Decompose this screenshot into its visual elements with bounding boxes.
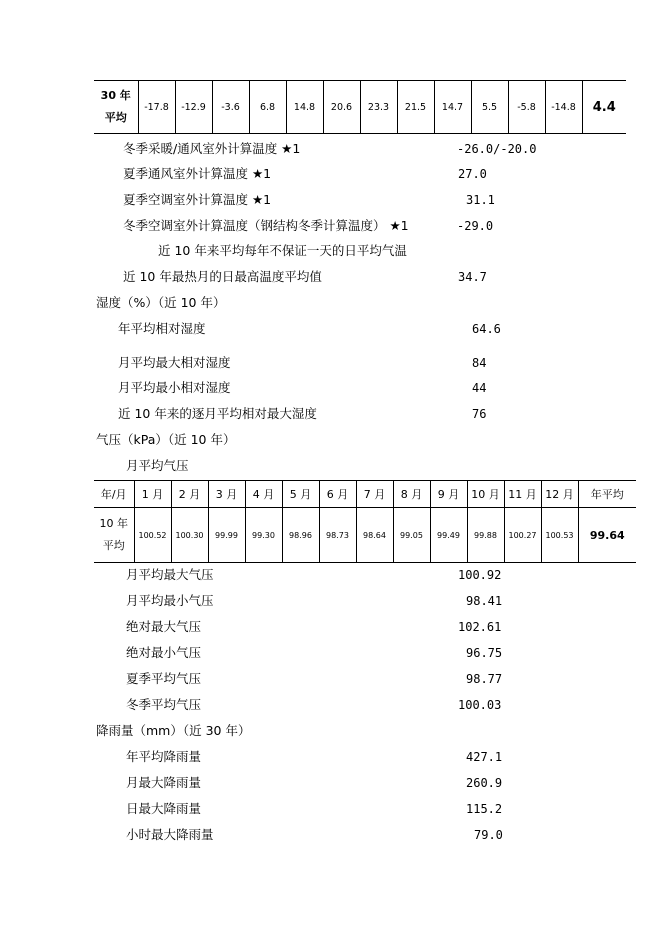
table-cell: 99.88 xyxy=(467,508,504,563)
column-header: 12 月 xyxy=(541,481,578,508)
hottest-month-value: 34.7 xyxy=(458,270,487,284)
table-cell: 98.64 xyxy=(356,508,393,563)
rain-value: 79.0 xyxy=(474,828,503,842)
rain-heading: 降雨量（mm）（近 30 年） xyxy=(96,723,251,738)
column-header: 5 月 xyxy=(282,481,319,508)
rain-label: 日最大降雨量 xyxy=(126,801,202,816)
table-cell: 99.05 xyxy=(393,508,430,563)
humidity-label: 近 10 年来的逐月平均相对最大湿度 xyxy=(118,406,317,421)
table-cell: 99.49 xyxy=(430,508,467,563)
table-row xyxy=(94,508,636,563)
row-label: 10 年 平均 xyxy=(94,508,134,563)
table-cell: 23.3 xyxy=(360,81,397,134)
rain-label: 月最大降雨量 xyxy=(126,775,202,790)
humidity-heading: 湿度（%）（近 10 年） xyxy=(96,295,226,310)
pressure-label: 冬季平均气压 xyxy=(126,697,202,712)
summer-ventilation-value: 27.0 xyxy=(458,167,487,181)
summer-ac-value: 31.1 xyxy=(466,193,495,207)
hottest-month-label: 近 10 年最热月的日最高温度平均值 xyxy=(123,269,322,284)
table-cell: 14.8 xyxy=(286,81,323,134)
rain-value: 260.9 xyxy=(466,776,503,790)
column-header: 年平均 xyxy=(578,481,636,508)
column-header: 11 月 xyxy=(504,481,541,508)
column-header: 4 月 xyxy=(245,481,282,508)
column-header: 7 月 xyxy=(356,481,393,508)
column-header: 2 月 xyxy=(171,481,208,508)
pressure-value: 100.03 xyxy=(458,698,502,712)
humidity-value: 76 xyxy=(472,407,487,421)
table-cell: 5.5 xyxy=(471,81,508,134)
table-cell: 14.7 xyxy=(434,81,471,134)
temperature-table xyxy=(94,80,626,134)
humidity-label: 月平均最大相对湿度 xyxy=(118,355,231,370)
winter-ac-label: 冬季空调室外计算温度（钢结构冬季计算温度） ★1 xyxy=(123,218,409,233)
pressure-label: 月平均最小气压 xyxy=(126,593,214,608)
daily-avg-temp-label: 近 10 年来平均每年不保证一天的日平均气温 xyxy=(158,243,407,258)
column-header: 1 月 xyxy=(134,481,171,508)
annual-average-cell: 99.64 xyxy=(578,508,636,563)
winter-ac-value: -29.0 xyxy=(457,219,494,233)
rain-label: 年平均降雨量 xyxy=(126,749,202,764)
table-cell: 98.96 xyxy=(282,508,319,563)
rain-value: 115.2 xyxy=(466,802,503,816)
table-cell: 99.30 xyxy=(245,508,282,563)
column-header: 年/月 xyxy=(94,481,134,508)
column-header: 3 月 xyxy=(208,481,245,508)
summer-ac-label: 夏季空调室外计算温度 ★1 xyxy=(123,192,272,207)
pressure-label: 月平均最大气压 xyxy=(126,567,214,582)
pressure-heading: 气压（kPa）（近 10 年） xyxy=(96,432,236,447)
humidity-label: 年平均相对湿度 xyxy=(118,321,206,336)
summer-ventilation-label: 夏季通风室外计算温度 ★1 xyxy=(123,166,272,181)
table-cell: 20.6 xyxy=(323,81,360,134)
pressure-value: 98.77 xyxy=(466,672,503,686)
row-label: 30 年 平均 xyxy=(94,81,138,134)
table-cell: -14.8 xyxy=(545,81,582,134)
rain-label: 小时最大降雨量 xyxy=(126,827,214,842)
column-header: 8 月 xyxy=(393,481,430,508)
pressure-label: 绝对最大气压 xyxy=(126,619,202,634)
pressure-value: 96.75 xyxy=(466,646,503,660)
pressure-subheading: 月平均气压 xyxy=(126,458,189,473)
table-cell: -17.8 xyxy=(138,81,175,134)
humidity-value: 84 xyxy=(472,356,487,370)
table-cell: -5.8 xyxy=(508,81,545,134)
annual-average-cell: 4.4 xyxy=(582,81,626,134)
winter-heating-value: -26.0/-20.0 xyxy=(457,142,537,156)
pressure-value: 100.92 xyxy=(458,568,502,582)
table-cell: 6.8 xyxy=(249,81,286,134)
column-header: 6 月 xyxy=(319,481,356,508)
table-cell: 100.53 xyxy=(541,508,578,563)
humidity-value: 44 xyxy=(472,381,487,395)
column-header: 10 月 xyxy=(467,481,504,508)
table-cell: -12.9 xyxy=(175,81,212,134)
table-cell: 100.30 xyxy=(171,508,208,563)
table-cell: 99.99 xyxy=(208,508,245,563)
table-cell: -3.6 xyxy=(212,81,249,134)
pressure-table xyxy=(94,480,636,563)
column-header: 9 月 xyxy=(430,481,467,508)
pressure-value: 98.41 xyxy=(466,594,503,608)
pressure-label: 夏季平均气压 xyxy=(126,671,202,686)
humidity-label: 月平均最小相对湿度 xyxy=(118,380,231,395)
table-cell: 100.27 xyxy=(504,508,541,563)
table-cell: 98.73 xyxy=(319,508,356,563)
winter-heating-label: 冬季采暖/通风室外计算温度 ★1 xyxy=(123,141,301,156)
rain-value: 427.1 xyxy=(466,750,503,764)
table-cell: 100.52 xyxy=(134,508,171,563)
humidity-value: 64.6 xyxy=(472,322,501,336)
table-cell: 21.5 xyxy=(397,81,434,134)
pressure-label: 绝对最小气压 xyxy=(126,645,202,660)
table-row xyxy=(94,81,626,134)
pressure-value: 102.61 xyxy=(458,620,502,634)
table-header-row xyxy=(94,481,636,508)
